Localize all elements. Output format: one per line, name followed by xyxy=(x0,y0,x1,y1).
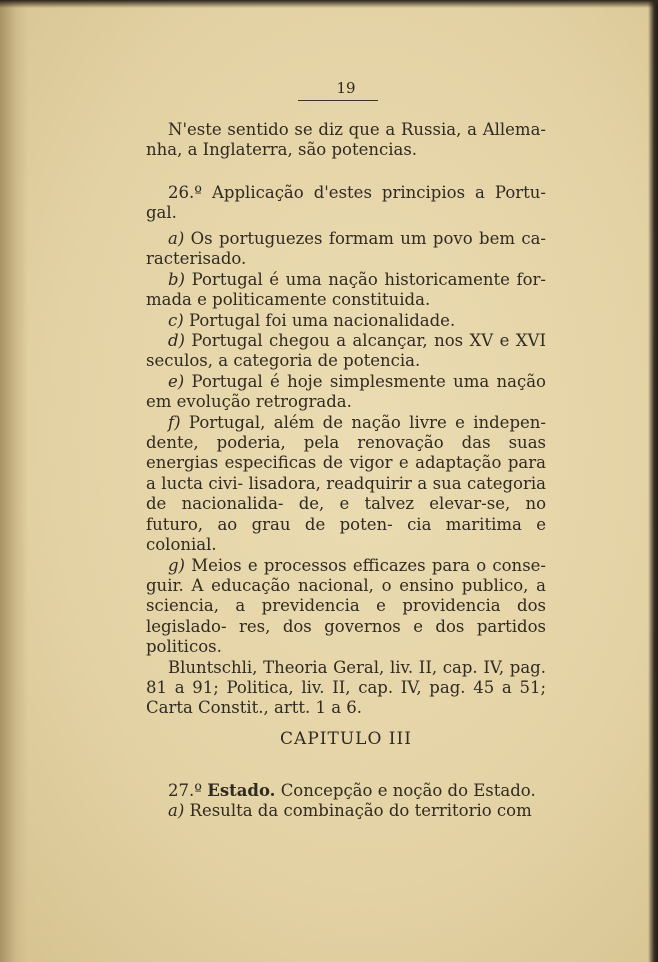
item-g xyxy=(146,556,546,658)
page-gutter xyxy=(0,0,28,962)
item-e-marker: e) xyxy=(168,371,185,391)
page-number: 19 xyxy=(336,79,356,97)
item-f-marker: f) xyxy=(168,412,181,432)
item-27a-text: Resulta da combinação do territorio com xyxy=(189,801,532,821)
intro-line-1: N'este sentido se diz que a Russia, a Allema- xyxy=(168,120,546,139)
section-26-number: 26.º xyxy=(168,183,202,202)
item-e-text: Portugal é hoje simplesmente uma nação em evolução retrograda. xyxy=(146,371,546,412)
section-26-items xyxy=(146,229,546,719)
item-b xyxy=(146,270,546,311)
item-c-text: Portugal foi uma nacionalidade. xyxy=(188,310,456,330)
item-b-marker: b) xyxy=(168,269,185,289)
reference: Bluntschli, Theoria Geral, liv. II, cap. IV, pag. 81 a 91; Politica, liv. II, cap. IV, pag. 45 a 51; Carta Constit., artt. 1 a 6. xyxy=(146,657,546,718)
section-26-title: Applicação d'estes principios a Portu- xyxy=(212,183,546,202)
section-27 xyxy=(146,781,546,822)
intro-text xyxy=(146,120,546,161)
section-26-heading xyxy=(146,183,546,224)
item-a-marker: a) xyxy=(168,229,185,248)
section-27-label: Estado. xyxy=(207,781,276,800)
item-e xyxy=(146,372,546,413)
section-27-number: 27.º xyxy=(168,781,202,800)
section-26-title-cont: gal. xyxy=(146,203,177,223)
intro-line-2: nha, a Inglaterra, são potencias. xyxy=(146,140,418,160)
item-d-marker: d) xyxy=(168,331,185,351)
page-top-edge xyxy=(0,0,658,8)
item-27a xyxy=(146,801,546,821)
item-c-marker: c) xyxy=(168,310,184,330)
item-a xyxy=(146,229,546,270)
chapter-heading: CAPITULO III xyxy=(280,729,412,749)
item-d xyxy=(146,331,546,372)
intro-paragraph xyxy=(146,120,546,161)
item-g-text: Meios e processos efficazes para o conse- guir. A educação nacional, o ensino publico, a sciencia, a previdencia e providencia dos legislado- res, dos governos e dos partidos politicos. xyxy=(146,555,546,657)
section-27-heading xyxy=(146,781,546,801)
item-c xyxy=(146,311,546,331)
item-f-text: Portugal, além de nação livre e indepen- dente, poderia, pela renovação das suas energias especificas de vigor e adaptação para a lucta civi- lisadora, readquirir a sua categoria de nacionalida- de, e talvez elevar-se, no futuro, ao grau de poten- cia maritima e colonial. xyxy=(146,412,546,555)
item-27a-marker: a) xyxy=(168,801,185,821)
item-b-text: Portugal é uma nação historicamente for- mada e politicamente constituida. xyxy=(146,269,546,310)
page-right-edge xyxy=(648,0,658,962)
item-f xyxy=(146,413,546,556)
section-27-title: Concepção e noção do Estado. xyxy=(280,781,536,800)
section-26 xyxy=(146,183,546,224)
header-rule xyxy=(298,100,378,101)
item-d-text: Portugal chegou a alcançar, nos XV e XVI seculos, a categoria de potencia. xyxy=(146,331,546,371)
item-a-text: Os portuguezes formam um povo bem ca- racterisado. xyxy=(146,229,546,269)
item-g-marker: g) xyxy=(168,555,185,575)
